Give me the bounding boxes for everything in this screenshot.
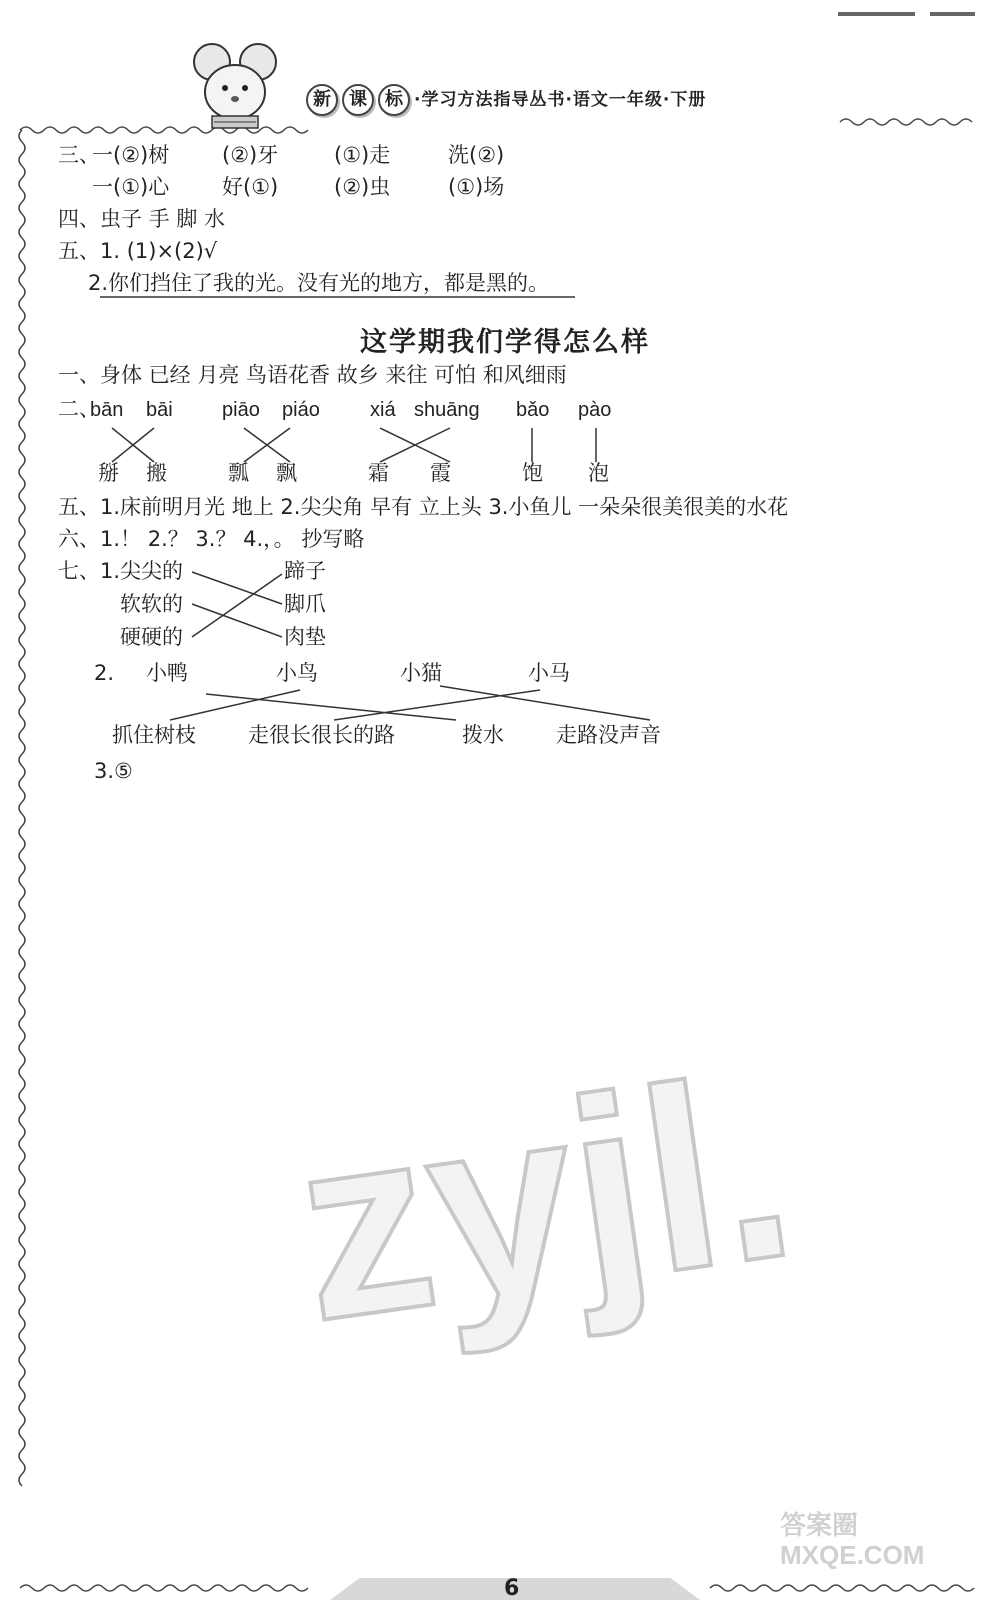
pinyin-item: pào — [578, 399, 612, 421]
wu-line: 五、1.床前明月光 地上 2.尖尖角 早有 立上头 3.小鱼儿 一朵朵很美很美的水花 — [58, 495, 789, 519]
qi2-top-item: 小鸭 — [146, 661, 188, 685]
site-mark: 答案圈 MXQE.COM — [780, 1510, 925, 1570]
pinyin-item: bān — [90, 399, 124, 421]
qi3-line: 3.⑤ — [94, 759, 133, 783]
wu1-line: 五、1. (1)×(2)√ — [58, 239, 218, 263]
qi1-right-item: 蹄子 — [284, 559, 326, 583]
char-item: 飘 — [276, 461, 297, 485]
header-badge: 新 — [306, 84, 338, 116]
char-item: 泡 — [588, 461, 609, 485]
qi2-bottom-item: 拨水 — [462, 723, 504, 747]
qi2-bottom-item: 抓住树枝 — [112, 723, 196, 747]
qi2-top-item: 小鸟 — [276, 661, 318, 685]
qi2-bottom-item: 走很长很长的路 — [248, 723, 395, 747]
char-item: 瓢 — [228, 461, 249, 485]
san-r2-b: 好(①) — [222, 175, 279, 199]
pinyin-item: shuāng — [414, 399, 480, 421]
yi-line: 一、身体 已经 月亮 鸟语花香 故乡 来往 可怕 和风细雨 — [58, 363, 567, 387]
qi2-top-item: 小马 — [528, 661, 570, 685]
qi2-top-item: 小猫 — [400, 661, 442, 685]
pinyin-item: piáo — [282, 399, 320, 421]
review-title: 这学期我们学得怎么样 — [360, 327, 650, 358]
wu2-line: 2.你们挡住了我的光。没有光的地方，都是黑的。 — [88, 271, 550, 295]
qi2-matching-lines — [0, 0, 996, 760]
pinyin-item: bǎo — [516, 399, 550, 421]
san-r2-d: (①)场 — [448, 175, 505, 199]
char-item: 饱 — [522, 461, 543, 485]
san-r1-c: (①)走 — [334, 143, 391, 167]
qi2-label: 2. — [94, 661, 115, 685]
header-badge: 课 — [342, 84, 374, 116]
qi1-left-item: 尖尖的 — [120, 559, 183, 583]
char-item: 掰 — [98, 461, 119, 485]
page-number: 6 — [504, 1576, 520, 1601]
san-r1-a: 一(②)树 — [92, 143, 170, 167]
qi1-right-item: 肉垫 — [284, 625, 326, 649]
header-badge: 标 — [378, 84, 410, 116]
watermark-text: zyjl. — [281, 1020, 809, 1377]
liu-line: 六、1.！ 2.？ 3.？ 4.，。 抄写略 — [58, 527, 365, 551]
pinyin-item: bāi — [146, 399, 173, 421]
si-line: 四、虫子 手 脚 水 — [58, 207, 226, 231]
pinyin-item: xiá — [370, 399, 396, 421]
header-subtitle: ·学习方法指导丛书·语文一年级·下册 — [414, 90, 707, 110]
san-r2-c: (②)虫 — [334, 175, 391, 199]
pinyin-item: piāo — [222, 399, 260, 421]
san-label: 三、 — [58, 143, 100, 167]
san-r1-b: (②)牙 — [222, 143, 279, 167]
qi1-right-item: 脚爪 — [284, 592, 326, 616]
san-r2-a: 一(①)心 — [92, 175, 170, 199]
qi2-bottom-item: 走路没声音 — [556, 723, 661, 747]
san-r1-d: 洗(②) — [448, 143, 505, 167]
qi1-left-item: 软软的 — [120, 592, 183, 616]
char-item: 搬 — [146, 461, 167, 485]
er-label: 二、 — [58, 397, 100, 421]
char-item: 霜 — [368, 461, 389, 485]
qi1-left-item: 硬硬的 — [120, 625, 183, 649]
char-item: 霞 — [430, 461, 451, 485]
qi-label: 七、1. — [58, 559, 121, 583]
